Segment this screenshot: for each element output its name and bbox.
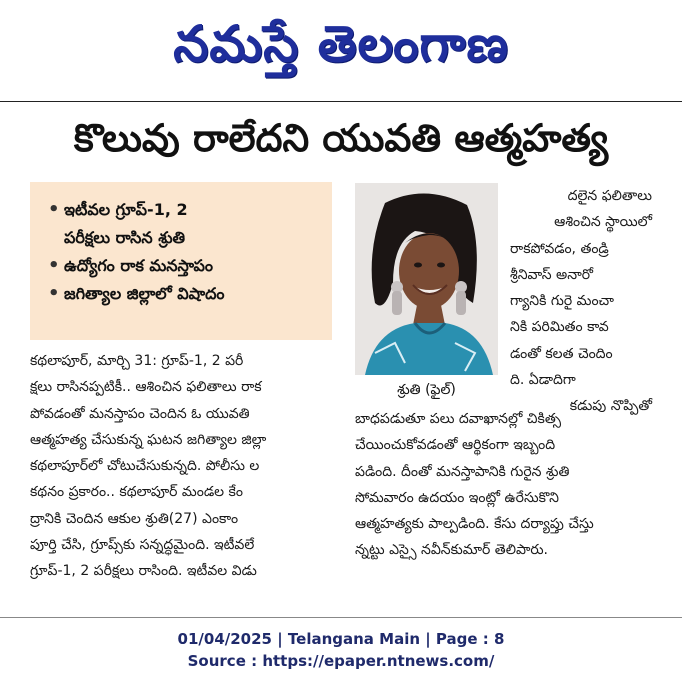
- article-line: పూర్తి చేసి, గ్రూప్స్‌కు సన్నద్ధమైంది. ఇటీవలే: [30, 537, 255, 554]
- article-line: కథలాపూర్‌లో చోటుచేసుకున్నది. పోలీసు ల: [30, 458, 260, 475]
- bullet-icon: •: [48, 255, 60, 276]
- article-line: పడింది. దీంతో మనస్తాపానికి గురైన శ్రుతి: [355, 463, 570, 480]
- article-line: గ్యానికి గురై మంచా: [510, 293, 615, 310]
- article-line: ద్రానికి చెందిన ఆకుల శ్రుతి(27) ఎంకాం: [30, 510, 239, 527]
- article-body-right-bottom: [355, 406, 655, 564]
- masthead: [0, 0, 682, 100]
- article-line: రాకపోవడం, తండ్రి: [510, 240, 609, 257]
- article-line: క్షలు రాసినప్పటికీ.. ఆశించిన ఫలితాలు రాక: [30, 379, 262, 396]
- footer-source-link[interactable]: Source : https://epaper.ntnews.com/: [187, 652, 495, 670]
- highlight-item: • ఇటీవల గ్రూప్-1, 2 పరీక్షలు రాసిన శ్రుతి: [48, 196, 318, 252]
- bullet-icon: •: [48, 199, 60, 220]
- highlight-item: • ఉద్యోగం రాక మనస్తాపం: [48, 252, 318, 280]
- article-line: కడుపు నొప్పితో: [569, 398, 652, 415]
- article-line: ఆశించిన స్థాయిలో: [554, 214, 652, 231]
- article-line: ఆత్మహత్యకు పాల్పడింది. కేసు దర్యాప్తు చేస్తు: [355, 516, 594, 533]
- article-line: శ్రీనివాస్ అనారో: [510, 266, 594, 283]
- bullet-icon: •: [48, 283, 60, 304]
- footer-edition-info: 01/04/2025 | Telangana Main | Page : 8: [177, 630, 505, 648]
- article-line: నికి పరిమితం కావ: [510, 319, 609, 336]
- article-line: బాధపడుతూ పలు దవాఖానల్లో చికిత్స: [355, 411, 562, 427]
- article-line: డంతో కలత చెందిం: [510, 345, 613, 362]
- article-body-right-top: [510, 183, 652, 420]
- article-line: కథనం ప్రకారం.. కథలాపూర్ మండల కేం: [30, 484, 243, 501]
- photo-caption: శ్రుతి (ఫైల్): [397, 381, 456, 398]
- article-line: దలైన ఫలితాలు: [567, 188, 652, 204]
- highlight-item: • జగిత్యాల జిల్లాలో విషాదం: [48, 280, 318, 308]
- article-line: సోమవారం ఉదయం ఇంట్లో ఉరేసుకొని: [355, 489, 559, 506]
- article-line: ది. ఏడాదిగా: [510, 372, 576, 389]
- article-headline: కొలువు రాలేదని యువతి ఆత్మహత్య: [73, 116, 609, 160]
- header-divider: [0, 101, 682, 102]
- article-line: న్నట్టు ఎస్సై నవీన్‌కుమార్ తెలిపారు.: [355, 542, 548, 559]
- article-line: గ్రూప్-1, 2 పరీక్షలు రాసింది. ఇటీవల విడు: [30, 563, 257, 580]
- article-body-left: [30, 348, 335, 585]
- article-line: కథలాపూర్, మార్చి 31: గ్రూప్-1, 2 పరీ: [30, 353, 244, 369]
- footer: [0, 628, 682, 672]
- portrait-photo: [355, 183, 498, 375]
- portrait-illustration: [355, 183, 498, 375]
- highlights-box: [30, 182, 332, 340]
- newspaper-title: నమస్తే తెలంగాణ: [173, 14, 509, 73]
- article-line: పోవడంతో మనస్తాపం చెందిన ఓ యువతి: [30, 405, 250, 422]
- footer-divider: [0, 617, 682, 618]
- article-line: ఆత్మహత్య చేసుకున్న ఘటన జగిత్యాల జిల్లా: [30, 431, 267, 448]
- article-line: చేయించుకోవడంతో ఆర్థికంగా ఇబ్బంది: [355, 437, 556, 454]
